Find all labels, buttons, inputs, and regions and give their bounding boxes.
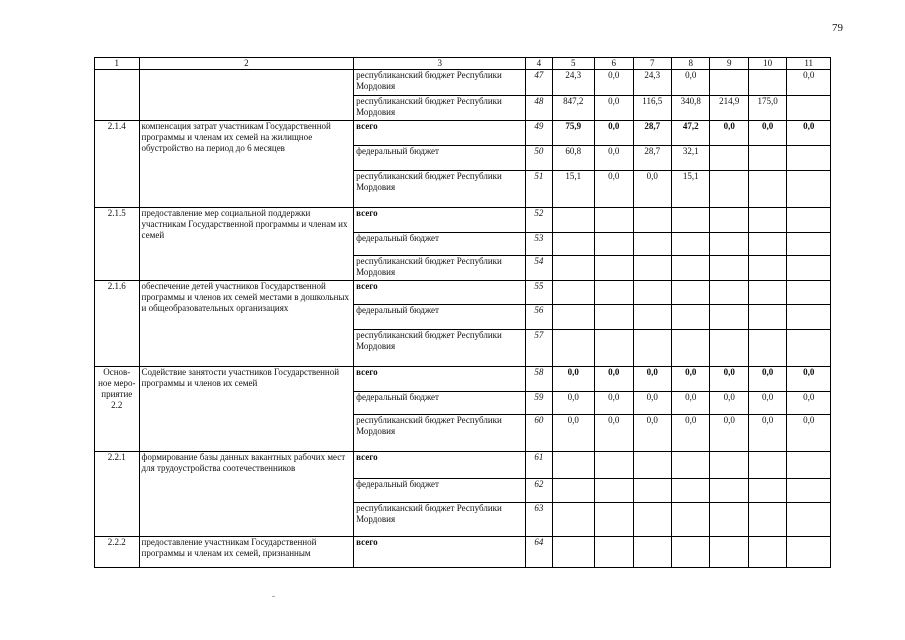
row-index: 52 bbox=[526, 208, 552, 233]
name-cell: обеспечение детей участников Государственной программы и членов их семей местами в дошкольных и общеобразовательных организациях bbox=[139, 281, 354, 367]
value-cell: 0,0 bbox=[595, 392, 633, 415]
value-cell: 15,1 bbox=[552, 171, 595, 208]
value-cell bbox=[710, 171, 748, 208]
value-cell: 24,3 bbox=[552, 70, 595, 96]
header-cell: 9 bbox=[710, 58, 748, 70]
value-cell: 0,0 bbox=[748, 367, 786, 392]
header-cell: 2 bbox=[139, 58, 354, 70]
value-cell: 847,2 bbox=[552, 96, 595, 121]
value-cell: 0,0 bbox=[672, 70, 710, 96]
value-cell bbox=[710, 146, 748, 171]
header-cell: 11 bbox=[787, 58, 831, 70]
row-index: 48 bbox=[526, 96, 552, 121]
row-index: 56 bbox=[526, 305, 552, 330]
row-index: 60 bbox=[526, 415, 552, 452]
source-cell: федеральный бюджет bbox=[354, 392, 526, 415]
code-cell: 2.2.2 bbox=[95, 537, 140, 568]
value-cell: 175,0 bbox=[748, 96, 786, 121]
source-cell: всего bbox=[354, 537, 526, 568]
row-index: 47 bbox=[526, 70, 552, 96]
source-cell: республиканский бюджет Республики Мордовия bbox=[354, 415, 526, 452]
value-cell bbox=[748, 70, 786, 96]
value-cell: 0,0 bbox=[672, 392, 710, 415]
value-cell: 0,0 bbox=[787, 70, 831, 96]
header-row bbox=[95, 58, 831, 70]
table-row bbox=[95, 208, 831, 233]
source-cell: всего bbox=[354, 208, 526, 233]
code-cell: 2.1.5 bbox=[95, 208, 140, 281]
value-cell: 0,0 bbox=[633, 367, 671, 392]
value-cell: 0,0 bbox=[748, 415, 786, 452]
value-cell: 0,0 bbox=[710, 367, 748, 392]
page-number: 79 bbox=[832, 22, 843, 34]
value-cell bbox=[748, 146, 786, 171]
value-cell: 0,0 bbox=[595, 96, 633, 121]
value-cell: 0,0 bbox=[633, 415, 671, 452]
value-cell: 214,9 bbox=[710, 96, 748, 121]
source-cell: всего bbox=[354, 452, 526, 479]
value-cell: 0,0 bbox=[787, 121, 831, 146]
row-index: 59 bbox=[526, 392, 552, 415]
table-row bbox=[95, 70, 831, 96]
header-cell: 1 bbox=[95, 58, 140, 70]
row-index: 49 bbox=[526, 121, 552, 146]
value-cell: 0,0 bbox=[787, 367, 831, 392]
value-cell: 0,0 bbox=[633, 171, 671, 208]
value-cell bbox=[710, 70, 748, 96]
value-cell bbox=[787, 96, 831, 121]
header-cell: 4 bbox=[526, 58, 552, 70]
value-cell: 0,0 bbox=[710, 121, 748, 146]
source-cell: республиканский бюджет Республики Мордовия bbox=[354, 96, 526, 121]
name-cell: предоставление мер социальной поддержки участникам Государственной программы и членам их семей bbox=[139, 208, 354, 281]
row-index: 62 bbox=[526, 479, 552, 503]
header-cell: 7 bbox=[633, 58, 671, 70]
row-index: 63 bbox=[526, 503, 552, 537]
value-cell: 0,0 bbox=[787, 392, 831, 415]
value-cell: 0,0 bbox=[748, 121, 786, 146]
value-cell: 0,0 bbox=[595, 171, 633, 208]
header-cell: 8 bbox=[672, 58, 710, 70]
code-cell: Основ-ное меро-приятие 2.2 bbox=[95, 367, 140, 452]
header-cell: 3 bbox=[354, 58, 526, 70]
name-cell: формирование базы данных вакантных рабочих мест для трудоустройства соотечественников bbox=[139, 452, 354, 537]
table-row bbox=[95, 537, 831, 568]
value-cell: 0,0 bbox=[595, 121, 633, 146]
source-cell: республиканский бюджет Республики Мордовия bbox=[354, 171, 526, 208]
header-cell: 6 bbox=[595, 58, 633, 70]
value-cell bbox=[787, 171, 831, 208]
value-cell: 15,1 bbox=[672, 171, 710, 208]
row-index: 55 bbox=[526, 281, 552, 305]
name-cell: Содействие занятости участников Государственной программы и членов их семей bbox=[139, 367, 354, 452]
name-cell bbox=[139, 70, 354, 121]
row-index: 53 bbox=[526, 233, 552, 256]
source-cell: федеральный бюджет bbox=[354, 479, 526, 503]
budget-table bbox=[94, 57, 831, 568]
code-cell bbox=[95, 70, 140, 121]
source-cell: всего bbox=[354, 367, 526, 392]
value-cell bbox=[748, 171, 786, 208]
value-cell: 0,0 bbox=[595, 367, 633, 392]
value-cell: 24,3 bbox=[633, 70, 671, 96]
name-cell: предоставление участникам Государственной программы и членам их семей, признанным bbox=[139, 537, 354, 568]
source-cell: республиканский бюджет Республики Мордовия bbox=[354, 256, 526, 281]
value-cell: 116,5 bbox=[633, 96, 671, 121]
header-cell: 5 bbox=[552, 58, 595, 70]
value-cell: 0,0 bbox=[710, 392, 748, 415]
value-cell: 32,1 bbox=[672, 146, 710, 171]
scan-speck bbox=[272, 596, 275, 597]
code-cell: 2.1.4 bbox=[95, 121, 140, 208]
value-cell: 28,7 bbox=[633, 121, 671, 146]
row-index: 50 bbox=[526, 146, 552, 171]
source-cell: всего bbox=[354, 121, 526, 146]
source-cell: республиканский бюджет Республики Мордовия bbox=[354, 503, 526, 537]
row-index: 58 bbox=[526, 367, 552, 392]
value-cell: 0,0 bbox=[595, 146, 633, 171]
row-index: 51 bbox=[526, 171, 552, 208]
row-index: 54 bbox=[526, 256, 552, 281]
value-cell: 47,2 bbox=[672, 121, 710, 146]
value-cell: 28,7 bbox=[633, 146, 671, 171]
value-cell: 0,0 bbox=[552, 367, 595, 392]
source-cell: республиканский бюджет Республики Мордовия bbox=[354, 70, 526, 96]
value-cell: 0,0 bbox=[672, 415, 710, 452]
value-cell: 340,8 bbox=[672, 96, 710, 121]
value-cell bbox=[787, 146, 831, 171]
source-cell: федеральный бюджет bbox=[354, 305, 526, 330]
source-cell: федеральный бюджет bbox=[354, 146, 526, 171]
name-cell: компенсация затрат участникам Государственной программы и членам их семей на жилищное обустройство на период до 6 месяцев bbox=[139, 121, 354, 208]
source-cell: всего bbox=[354, 281, 526, 305]
code-cell: 2.1.6 bbox=[95, 281, 140, 367]
value-cell: 0,0 bbox=[552, 392, 595, 415]
table-row bbox=[95, 367, 831, 392]
value-cell: 0,0 bbox=[710, 415, 748, 452]
header-cell: 10 bbox=[748, 58, 786, 70]
table-row bbox=[95, 121, 831, 146]
source-cell: республиканский бюджет Республики Мордовия bbox=[354, 330, 526, 367]
value-cell: 0,0 bbox=[552, 415, 595, 452]
table-row bbox=[95, 281, 831, 305]
value-cell: 75,9 bbox=[552, 121, 595, 146]
value-cell: 0,0 bbox=[633, 392, 671, 415]
value-cell: 0,0 bbox=[595, 70, 633, 96]
row-index: 57 bbox=[526, 330, 552, 367]
value-cell: 0,0 bbox=[787, 415, 831, 452]
table-row bbox=[95, 452, 831, 479]
value-cell: 0,0 bbox=[748, 392, 786, 415]
value-cell: 0,0 bbox=[672, 367, 710, 392]
row-index: 61 bbox=[526, 452, 552, 479]
value-cell: 0,0 bbox=[595, 415, 633, 452]
row-index: 64 bbox=[526, 537, 552, 568]
code-cell: 2.2.1 bbox=[95, 452, 140, 537]
value-cell: 60,8 bbox=[552, 146, 595, 171]
source-cell: федеральный бюджет bbox=[354, 233, 526, 256]
